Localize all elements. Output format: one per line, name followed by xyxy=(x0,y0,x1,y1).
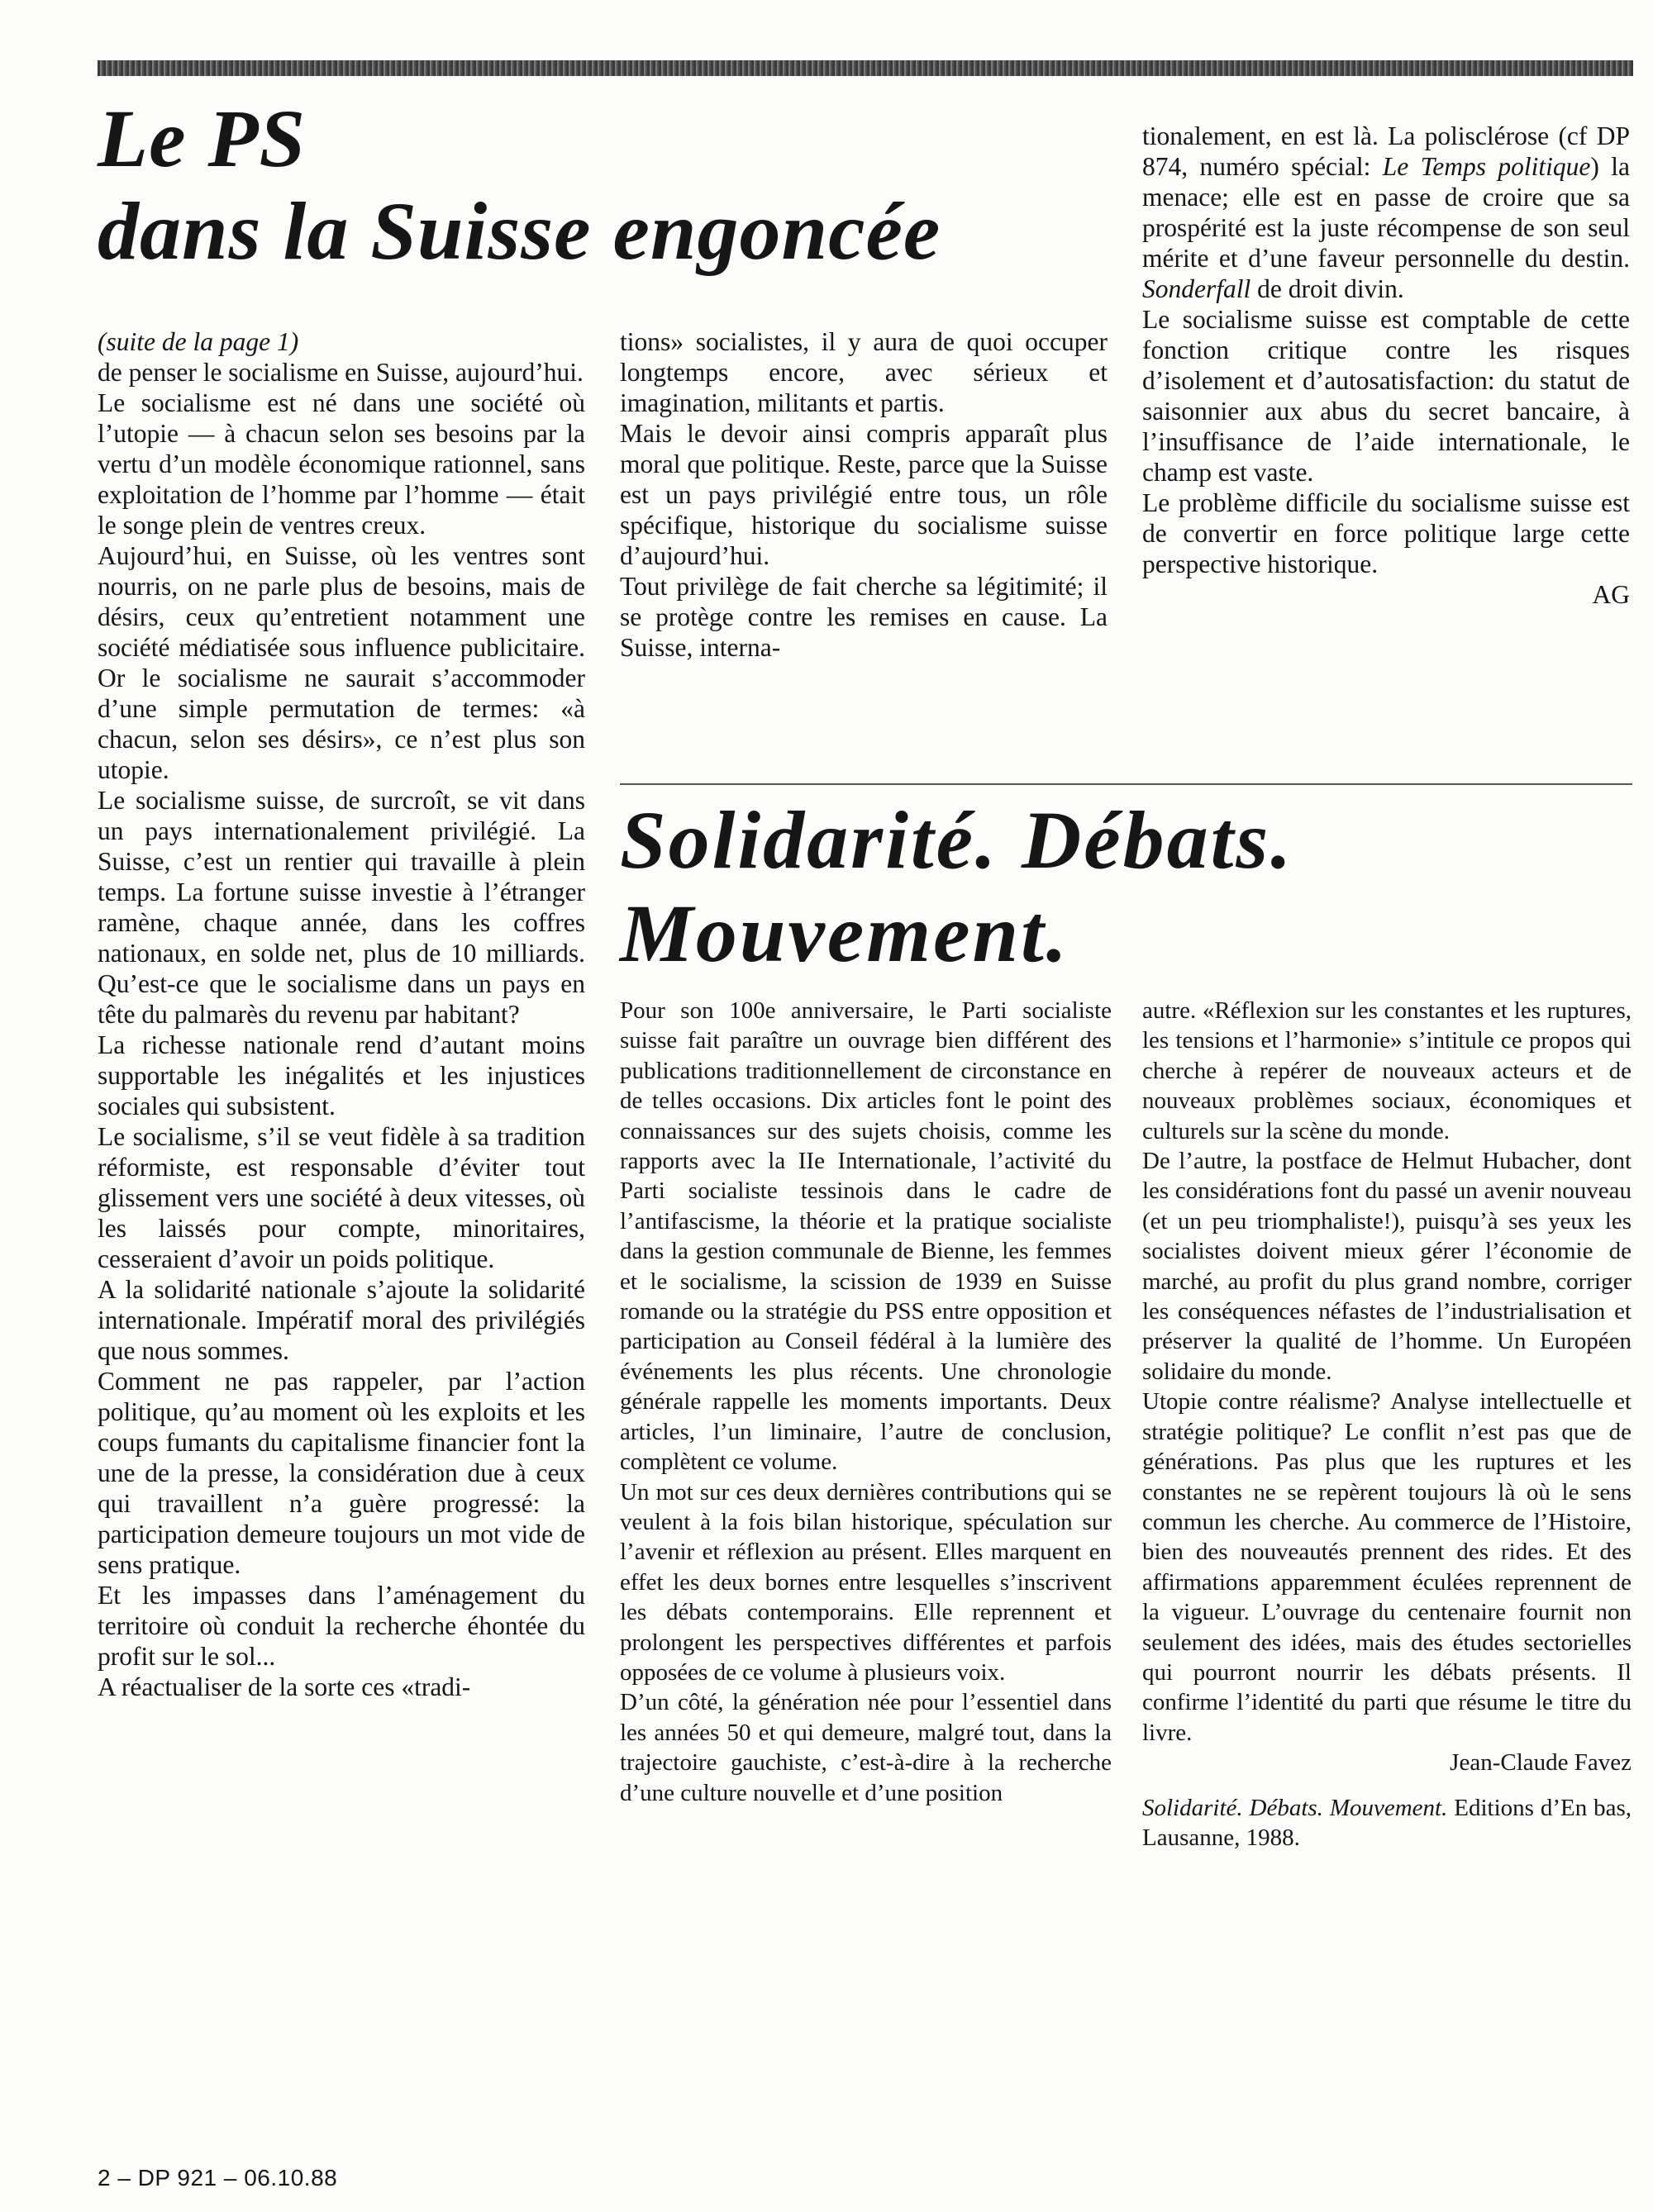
article-2-title-line-1: Solidarité. Débats. xyxy=(620,794,1294,886)
article-1-title-line-1: Le PS xyxy=(98,93,307,184)
article-2-title-line-2: Mouvement. xyxy=(620,887,1069,979)
paragraph: Comment ne pas rappeler, par l’action politique, qu’au moment où les exploits et les coups fumants du capitalisme financier font la une de la presse, la considération due à ceux qui travaillent n’a guère progressé: la participation demeure toujours un mot vide de sens pratique. xyxy=(98,1367,585,1579)
article-1-column-2 xyxy=(620,326,1108,663)
paragraph: Tout privilège de fait cherche sa légitimité; il se protège contre les remises en cause. La Suisse, interna- xyxy=(620,572,1108,662)
paragraph: Et les impasses dans l’aménagement du territoire où conduit la recherche éhontée du profit sur le sol... xyxy=(98,1581,585,1671)
paragraph: Le socialisme suisse, de surcroît, se vit dans un pays internationalement privilégié. La Suisse, c’est un rentier qui travaille à plein temps. La fortune suisse investie à l’étranger ramène, chaque année, dans les coffres nationaux, en solde net, plus de 10 milliards. Qu’est-ce que le socialisme dans un pays en tête du palmarès du revenu par habitant? xyxy=(98,786,585,1029)
article-2-title xyxy=(620,793,1636,980)
continued-note: (suite de la page 1) xyxy=(98,327,299,356)
article-1-column-1 xyxy=(98,326,585,1702)
paragraph: Un mot sur ces deux dernières contributions qui se veulent à la fois bilan historique, spéculation sur l’avenir et réflexion au présent. Elles marquent en effet les deux bornes entre lesquelles s’inscrivent les débats contemporains. Elle reprennent et prolongent les perspectives différentes et parfois opposées de ce volume à plusieurs voix. xyxy=(620,1478,1112,1686)
paragraph: A réactualiser de la sorte ces «tradi- xyxy=(98,1672,471,1701)
article-2-column-2 xyxy=(1142,996,1632,1853)
paragraph: Aujourd’hui, en Suisse, où les ventres sont nourris, on ne parle plus de besoins, mais de désirs, ceux qu’entretient notamment une société médiatisée sous influence publicitaire. Or le socialisme ne saurait s’accommoder d’une simple permutation de termes: «à chacun, selon ses désirs», ce n’est plus son utopie. xyxy=(98,541,585,784)
book-title: Solidarité. Débats. Mouvement. xyxy=(1142,1794,1448,1821)
paragraph: De l’autre, la postface de Helmut Hubacher, dont les considérations font du passé un avenir nouveau (et un peu triomphaliste!), puisqu’à ses yeux les socialistes doivent mieux gérer l’économie de marché, au profit du plus grand nombre, corriger les conséquences néfastes de l’industrialisation et préserver la qualité de l’homme. Un Européen solidaire du monde. xyxy=(1142,1148,1632,1385)
paragraph: D’un côté, la génération née pour l’essentiel dans les années 50 et qui demeure, malgré tout, dans la trajectoire gauchiste, c’est-à-dire à la recherche d’une culture nouvelle et d’une position xyxy=(620,1689,1112,1806)
paragraph: autre. «Réflexion sur les constantes et les ruptures, les tensions et l’harmonie» s’intitule ce propos qui cherche à repérer de nouveaux acteurs et de nouveaux problèmes sociaux, économiques et culturels sur la scène du monde. xyxy=(1142,997,1632,1144)
emphasized-term: Sonderfall xyxy=(1142,274,1251,303)
paragraph: Le socialisme, s’il se veut fidèle à sa tradition réformiste, est responsable d’éviter tout glissement vers une société à deux vitesses, où les laissés pour compte, minoritaires, cesseraient d’avoir un poids politique. xyxy=(98,1122,585,1273)
article-2-signature: Jean-Claude Favez xyxy=(1450,1749,1632,1777)
paragraph xyxy=(1142,121,1630,304)
page-footer: 2 – DP 921 – 06.10.88 xyxy=(98,2165,338,2191)
paragraph: Pour son 100e anniversaire, le Parti socialiste suisse fait paraître un ouvrage bien différent des publications traditionnellement de circonstance en de telles occasions. Dix articles font le point des connaissances sur des sujets choisis, comme les rapports avec la IIe Internationale, l’activité du Parti socialiste tessinois dans le cadre de l’antifascisme, la théorie et la pratique socialiste dans la gestion communale de Bienne, les femmes et le socialisme, la scission de 1939 en Suisse romande ou la stratégie du PSS entre opposition et participation au Conseil fédéral à la lumière des événements les plus récents. Une chronologie générale rappelle les moments importants. Deux articles, l’un liminaire, l’autre de conclusion, complètent ce volume. xyxy=(620,997,1112,1476)
text-run: de droit divin. xyxy=(1250,274,1404,303)
book-info: Editions d’En bas, Lausanne, 1988. xyxy=(1142,1794,1632,1851)
article-1-title-line-2: dans la Suisse engoncée xyxy=(98,185,941,277)
paragraph: Le socialisme suisse est comptable de cette fonction critique contre les risques d’isolement et d’autosatisfaction: du statut de saisonnier aux abus du secret bancaire, à l’insuffisance de l’aide internationale, le champ est vaste. xyxy=(1142,305,1630,487)
article-1-title xyxy=(98,93,1073,278)
article-1-signature: AG xyxy=(1592,580,1630,609)
publication-title: Le Temps politique xyxy=(1382,152,1591,181)
paragraph: Mais le devoir ainsi compris apparaît plus moral que politique. Reste, parce que la Suisse est un pays privilégié entre tous, un rôle spécifique, historique du socialisme suisse d’aujourd’hui. xyxy=(620,419,1108,570)
paragraph: A la solidarité nationale s’ajoute la solidarité internationale. Impératif moral des privilégiés que nous sommes. xyxy=(98,1275,585,1365)
paragraph: de penser le socialisme en Suisse, aujourd’hui. xyxy=(98,358,584,387)
paragraph: Utopie contre réalisme? Analyse intellectuelle et stratégie politique? Le conflit n’est pas que de générations. Pas plus que les ruptures et les constantes ne se repèrent toujours là où le sens commun les cherche. Au commerce de l’Histoire, bien des nouveautés prennent des rides. Et des affirmations apparemment éculées reprennent de la vigueur. L’ouvrage du centenaire fournit non seulement des idées, mais des études sectorielles qui pourront nourrir les débats présents. Il confirme l’identité du parti que résume le titre du livre. xyxy=(1142,1388,1632,1746)
paragraph: tions» socialistes, il y aura de quoi occuper longtemps encore, avec sérieux et imagination, militants et partis. xyxy=(620,327,1108,417)
paragraph: Le socialisme est né dans une société où l’utopie — à chacun selon ses besoins par la vertu d’un modèle économique rationnel, sans exploitation de l’homme par l’homme — était le songe plein de ventres creux. xyxy=(98,388,585,540)
text-run: ) la menace; elle est en passe de croire que sa prospérité est la juste récompense de son seul mérite et d’une faveur personnelle du destin. xyxy=(1142,152,1630,273)
article-2-column-1 xyxy=(620,996,1112,1808)
top-rule xyxy=(98,60,1633,76)
paragraph: La richesse nationale rend d’autant moins supportable les inégalités et les injustices sociales qui subsistent. xyxy=(98,1030,585,1120)
text-run: tionalement, en est là. La polisclérose (cf DP 874, numéro spécial: xyxy=(1142,121,1630,181)
article-1-column-3 xyxy=(1142,121,1630,610)
paragraph: Le problème difficile du socialisme suisse est de convertir en force politique large cette perspective historique. xyxy=(1142,488,1630,578)
section-divider xyxy=(620,783,1632,785)
book-reference xyxy=(1142,1793,1632,1853)
